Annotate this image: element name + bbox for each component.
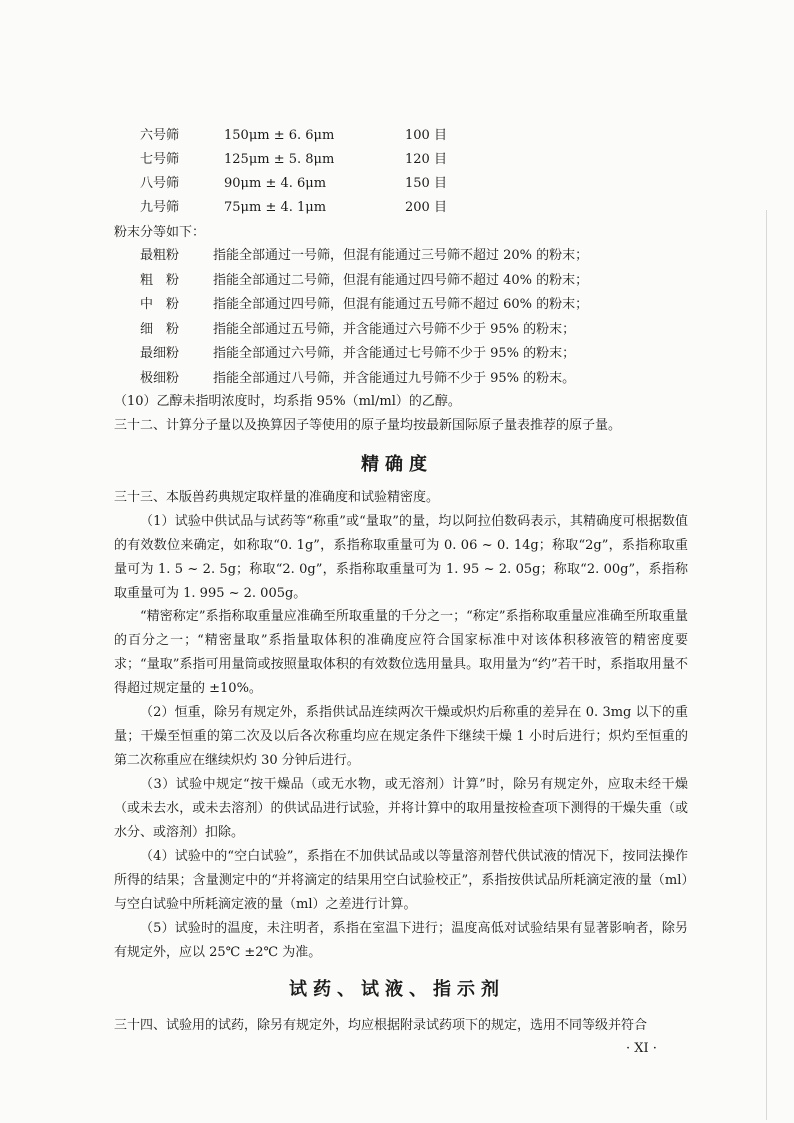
sieve-mesh: 100 目: [405, 128, 447, 143]
powder-desc: 指能全部通过四号筛，但混有能通过五号筛不超过 60% 的粉末；: [213, 297, 589, 312]
sieve-row: [140, 148, 480, 172]
sieve-size: 90μm ± 4. 6μm: [224, 176, 327, 191]
paragraph-2: （2）恒重，除另有规定外，系指供试品连续两次干燥或炽灼后称重的差异在 0. 3mg 以下的重量；干燥至恒重的第二次及以后各次称重均应在规定条件下继续干燥 1 小时后进行；炽灼至恒重的第二次称重应在继续炽灼 30 分钟后进行。: [114, 705, 688, 768]
sieve-mesh: 150 目: [405, 176, 447, 191]
powder-row: [140, 342, 620, 367]
powder-grade-table: [140, 244, 620, 391]
sieve-mesh: 120 目: [405, 152, 447, 167]
section-title-reagents: 试药、试液、指示剂: [289, 979, 505, 1000]
ethanol-note: （10）乙醇未指明浓度时，均系指 95%（ml/ml）的乙醇。: [114, 394, 461, 409]
paragraph-1: （1）试验中供试品与试药等“称重”或“量取”的量，均以阿拉伯数码表示，其精确度可根据数值的有效数位来确定，如称取“0. 1g”，系指称取重量可为 0. 06 ~ 0. 14g；称取“2g”，系指称取重量可为 1. 5 ~ 2. 5g；称取“2. 0g”，系指称取重量可为 1. 95 ~ 2. 05g；称取“2. 00g”，系指称取重量可为 1. 995 ~ 2. 005g。: [114, 514, 688, 601]
sieve-table: [140, 124, 480, 220]
sieve-name: 九号筛: [140, 200, 180, 215]
sieve-name: 七号筛: [140, 152, 180, 167]
sieve-row: [140, 196, 480, 220]
powder-name: 极细粉: [140, 370, 180, 386]
sieve-name: 八号筛: [140, 176, 180, 191]
sieve-size: 75μm ± 4. 1μm: [224, 200, 327, 215]
powder-desc: 指能全部通过五号筛，并含能通过六号筛不少于 95% 的粉末；: [213, 321, 576, 337]
paragraph-1b: “精密称定”系指称取重量应准确至所取重量的千分之一；“称定”系指称取重量应准确至所取重量的百分之一；“精密量取”系指量取体积的准确度应符合国家标准中对该体积移液管的精密度要求；“量取”系指可用量筒或按照量取体积的有效数位选用量具。取用量为“约”若干时，系指取用量不得超过规定量的 ±10%。: [114, 609, 688, 696]
powder-name: 最粗粉: [140, 248, 180, 263]
powder-row: [140, 293, 620, 318]
powder-row: [140, 318, 620, 343]
sieve-size: 150μm ± 6. 6μm: [224, 128, 335, 143]
powder-name: 粗 粉: [140, 272, 180, 288]
powder-row: [140, 269, 620, 294]
powder-desc: 指能全部通过六号筛，并含能通过七号筛不少于 95% 的粉末；: [213, 346, 576, 361]
paragraph-5: （5）试验时的温度，未注明者，系指在室温下进行；温度高低对试验结果有显著影响者，除另有规定外，应以 25℃ ±2℃ 为准。: [114, 921, 688, 960]
sieve-size: 125μm ± 5. 8μm: [224, 152, 335, 167]
page-number: · XI ·: [626, 1041, 657, 1056]
powder-name: 细 粉: [140, 321, 180, 337]
sieve-name: 六号筛: [140, 128, 180, 143]
powder-row: [140, 367, 620, 392]
powder-desc: 指能全部通过二号筛，但混有能通过四号筛不超过 40% 的粉末；: [213, 272, 589, 288]
paragraph-4: （4）试验中的“空白试验”，系指在不加供试品或以等量溶剂替代供试液的情况下，按同法操作所得的结果；含量测定中的“并将滴定的结果用空白试验校正”，系指按供试品所耗滴定液的量（ml）与空白试验中所耗滴定液的量（ml）之差进行计算。: [114, 849, 688, 912]
item-33: 三十三、本版兽药典规定取样量的准确度和试验精密度。: [114, 490, 440, 505]
sieve-row: [140, 124, 480, 148]
powder-name: 中 粉: [140, 297, 180, 312]
item-32: 三十二、计算分子量以及换算因子等使用的原子量均按最新国际原子量表推荐的原子量。: [114, 418, 622, 433]
section-title-precision: 精确度: [361, 454, 433, 475]
paragraph-3: （3）试验中规定“按干燥品（或无水物，或无溶剂）计算”时，除另有规定外，应取未经干燥（或未去水，或未去溶剂）的供试品进行试验，并将计算中的取用量按检查项下测得的干燥失重（或水分、或溶剂）扣除。: [114, 777, 688, 840]
sieve-row: [140, 172, 480, 196]
powder-desc: 指能全部通过一号筛，但混有能通过三号筛不超过 20% 的粉末；: [213, 248, 589, 263]
powder-row: [140, 244, 620, 269]
powder-desc: 指能全部通过八号筛，并含能通过九号筛不少于 95% 的粉末。: [213, 370, 576, 386]
item-34: 三十四、试验用的试药，除另有规定外，均应根据附录试药项下的规定，选用不同等级并符合: [114, 1018, 648, 1033]
sieve-mesh: 200 目: [405, 200, 447, 215]
powder-name: 最细粉: [140, 346, 180, 361]
powder-intro: 粉末分等如下：: [114, 225, 206, 240]
